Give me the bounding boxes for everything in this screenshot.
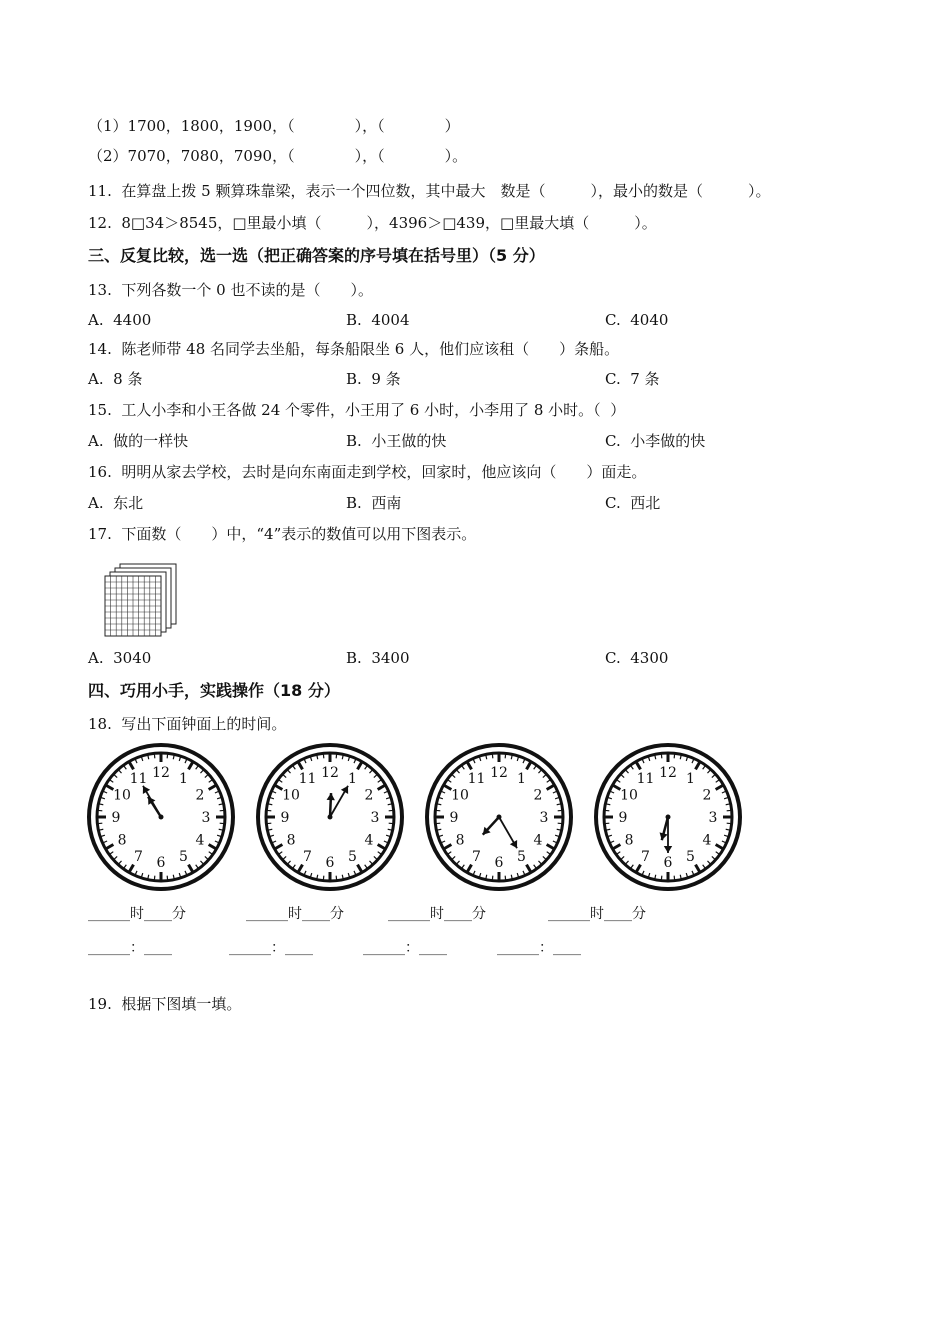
clock-2-answer-digital[interactable]: ______：____ <box>229 940 313 956</box>
clock-number: 2 <box>364 787 374 804</box>
clock-minute-tick <box>388 829 392 830</box>
clock-number: 7 <box>303 848 312 865</box>
clock-number: 9 <box>449 810 459 826</box>
clock-number: 6 <box>156 855 166 871</box>
clock-number: 4 <box>533 832 543 849</box>
q14-option-c[interactable]: C. 7 条 <box>605 370 660 388</box>
clock-2-answer-hm[interactable]: ______时____分 <box>246 906 344 922</box>
clock-number: 1 <box>686 771 695 788</box>
clock-minute-tick <box>557 829 561 830</box>
question-12: 12. 8□34＞8545，□里最小填（ ），4396＞□439，□里最大填（ ）。 <box>88 214 657 232</box>
clock-number: 11 <box>129 771 148 788</box>
q13-option-c[interactable]: C. 4040 <box>605 311 669 329</box>
clock-number: 6 <box>663 855 673 871</box>
clock-number: 12 <box>321 765 339 781</box>
clock-number: 9 <box>618 810 628 826</box>
clock-minute-tick <box>268 829 272 830</box>
clock-minute-tick <box>342 875 343 879</box>
thousand-cubes-figure <box>100 560 182 640</box>
clock-minute-tick <box>148 875 149 879</box>
clock-minute-tick <box>511 875 512 879</box>
clock-minute-tick <box>388 804 392 805</box>
q14-option-a[interactable]: A. 8 条 <box>88 370 143 388</box>
q15-option-b[interactable]: B. 小王做的快 <box>346 432 447 450</box>
clock-number: 2 <box>702 787 712 804</box>
clock-minute-tick <box>342 755 343 759</box>
clock-number: 11 <box>298 771 317 788</box>
question-19: 19. 根据下图填一填。 <box>88 995 242 1013</box>
clock-number: 2 <box>533 787 543 804</box>
clock-number: 2 <box>195 787 205 804</box>
clock-center-pin <box>666 815 671 820</box>
question-16: 16. 明明从家去学校，去时是向东南面走到学校，回家时，他应该向（ ）面走。 <box>88 463 647 481</box>
line-seq-1: （1）1700，1800，1900，（ ），（ ） <box>88 117 460 135</box>
clock-number: 10 <box>451 787 469 804</box>
clock-minute-tick <box>173 755 174 759</box>
clock-minute-tick <box>317 755 318 759</box>
clock-number: 3 <box>708 810 718 826</box>
clock-number: 1 <box>179 771 188 788</box>
q17-option-c[interactable]: C. 4300 <box>605 649 669 667</box>
clock-number: 3 <box>370 810 380 826</box>
clock-number: 4 <box>195 832 205 849</box>
q16-option-c[interactable]: C. 西北 <box>605 494 661 512</box>
clock-3-answer-hm[interactable]: ______时____分 <box>388 906 486 922</box>
clock-number: 11 <box>636 771 655 788</box>
clock-minute-tick <box>437 829 441 830</box>
clock-number: 5 <box>348 848 357 865</box>
clock-number: 10 <box>282 787 300 804</box>
clock-minute-tick <box>726 804 730 805</box>
clock-number: 7 <box>641 848 650 865</box>
clock-center-pin <box>497 815 502 820</box>
question-15: 15. 工人小李和小王各做 24 个零件，小王用了 6 小时，小李用了 8 小时。（ ） <box>88 401 626 419</box>
question-13: 13. 下列各数一个 0 也不读的是（ ）。 <box>88 281 373 299</box>
q16-option-a[interactable]: A. 东北 <box>88 494 144 512</box>
question-14: 14. 陈老师带 48 名同学去坐船，每条船限坐 6 人，他们应该租（ ）条船。 <box>88 340 620 358</box>
clock-minute-tick <box>437 804 441 805</box>
clock-number: 12 <box>152 765 170 781</box>
line-seq-2: （2）7070，7080，7090，（ ），（ ）。 <box>88 147 468 165</box>
clock-number: 6 <box>494 855 504 871</box>
clock-2 <box>255 742 405 892</box>
clock-4-answer-digital[interactable]: ______：____ <box>497 940 581 956</box>
clock-number: 4 <box>364 832 374 849</box>
clock-number: 6 <box>325 855 335 871</box>
clock-number: 8 <box>286 832 296 849</box>
q15-option-c[interactable]: C. 小李做的快 <box>605 432 706 450</box>
clock-number: 5 <box>686 848 695 865</box>
section-3-heading: 三、反复比较，选一选（把正确答案的序号填在括号里）（5 分） <box>88 246 545 265</box>
clock-center-pin <box>328 815 333 820</box>
clock-minute-tick <box>680 875 681 879</box>
clock-number: 3 <box>539 810 549 826</box>
clock-number: 12 <box>659 765 677 781</box>
q16-option-b[interactable]: B. 西南 <box>346 494 402 512</box>
clock-minute-tick <box>486 875 487 879</box>
clock-number: 7 <box>134 848 143 865</box>
clock-4 <box>593 742 743 892</box>
clock-number: 1 <box>348 771 357 788</box>
clock-minute-tick <box>606 829 610 830</box>
clock-number: 9 <box>280 810 290 826</box>
clock-4-answer-hm[interactable]: ______时____分 <box>548 906 646 922</box>
clock-minute-tick <box>219 804 223 805</box>
q17-option-a[interactable]: A. 3040 <box>88 649 152 667</box>
clock-minute-tick <box>486 755 487 759</box>
clock-number: 10 <box>113 787 131 804</box>
clock-number: 9 <box>111 810 121 826</box>
q13-option-b[interactable]: B. 4004 <box>346 311 410 329</box>
clock-number: 5 <box>179 848 188 865</box>
q14-option-b[interactable]: B. 9 条 <box>346 370 401 388</box>
clock-3-answer-digital[interactable]: ______：____ <box>363 940 447 956</box>
clock-1-answer-hm[interactable]: ______时____分 <box>88 906 186 922</box>
clock-minute-tick <box>317 875 318 879</box>
clock-minute-tick <box>655 875 656 879</box>
clock-minute-tick <box>219 829 223 830</box>
clock-minute-tick <box>680 755 681 759</box>
clock-number: 8 <box>117 832 127 849</box>
section-4-heading: 四、巧用小手，实践操作（18 分） <box>88 681 340 700</box>
question-18: 18. 写出下面钟面上的时间。 <box>88 715 287 733</box>
q15-option-a[interactable]: A. 做的一样快 <box>88 432 189 450</box>
clock-number: 3 <box>201 810 211 826</box>
clock-3 <box>424 742 574 892</box>
clock-number: 12 <box>490 765 508 781</box>
clock-minute-tick <box>148 755 149 759</box>
clock-number: 8 <box>624 832 634 849</box>
q13-option-a[interactable]: A. 4400 <box>88 311 152 329</box>
clock-minute-tick <box>511 755 512 759</box>
clock-minute-tick <box>606 804 610 805</box>
clock-minute-tick <box>268 804 272 805</box>
clock-minute-tick <box>173 875 174 879</box>
clock-minute-tick <box>655 755 656 759</box>
clock-number: 1 <box>517 771 526 788</box>
clock-center-pin <box>159 815 164 820</box>
clock-number: 8 <box>455 832 465 849</box>
clock-number: 7 <box>472 848 481 865</box>
question-17: 17. 下面数（ ）中，“4”表示的数值可以用下图表示。 <box>88 525 477 543</box>
q17-option-b[interactable]: B. 3400 <box>346 649 410 667</box>
clock-minute-tick <box>557 804 561 805</box>
clock-minute-tick <box>726 829 730 830</box>
clock-1 <box>86 742 236 892</box>
question-11: 11. 在算盘上拨 5 颗算珠靠梁，表示一个四位数，其中最大 数是（ ），最小的数是（ ）。 <box>88 182 771 200</box>
clock-minute-tick <box>99 804 103 805</box>
clock-minute-tick <box>99 829 103 830</box>
clock-number: 11 <box>467 771 486 788</box>
clock-number: 4 <box>702 832 712 849</box>
clock-number: 5 <box>517 848 526 865</box>
clock-number: 10 <box>620 787 638 804</box>
clock-1-answer-digital[interactable]: ______：____ <box>88 940 172 956</box>
